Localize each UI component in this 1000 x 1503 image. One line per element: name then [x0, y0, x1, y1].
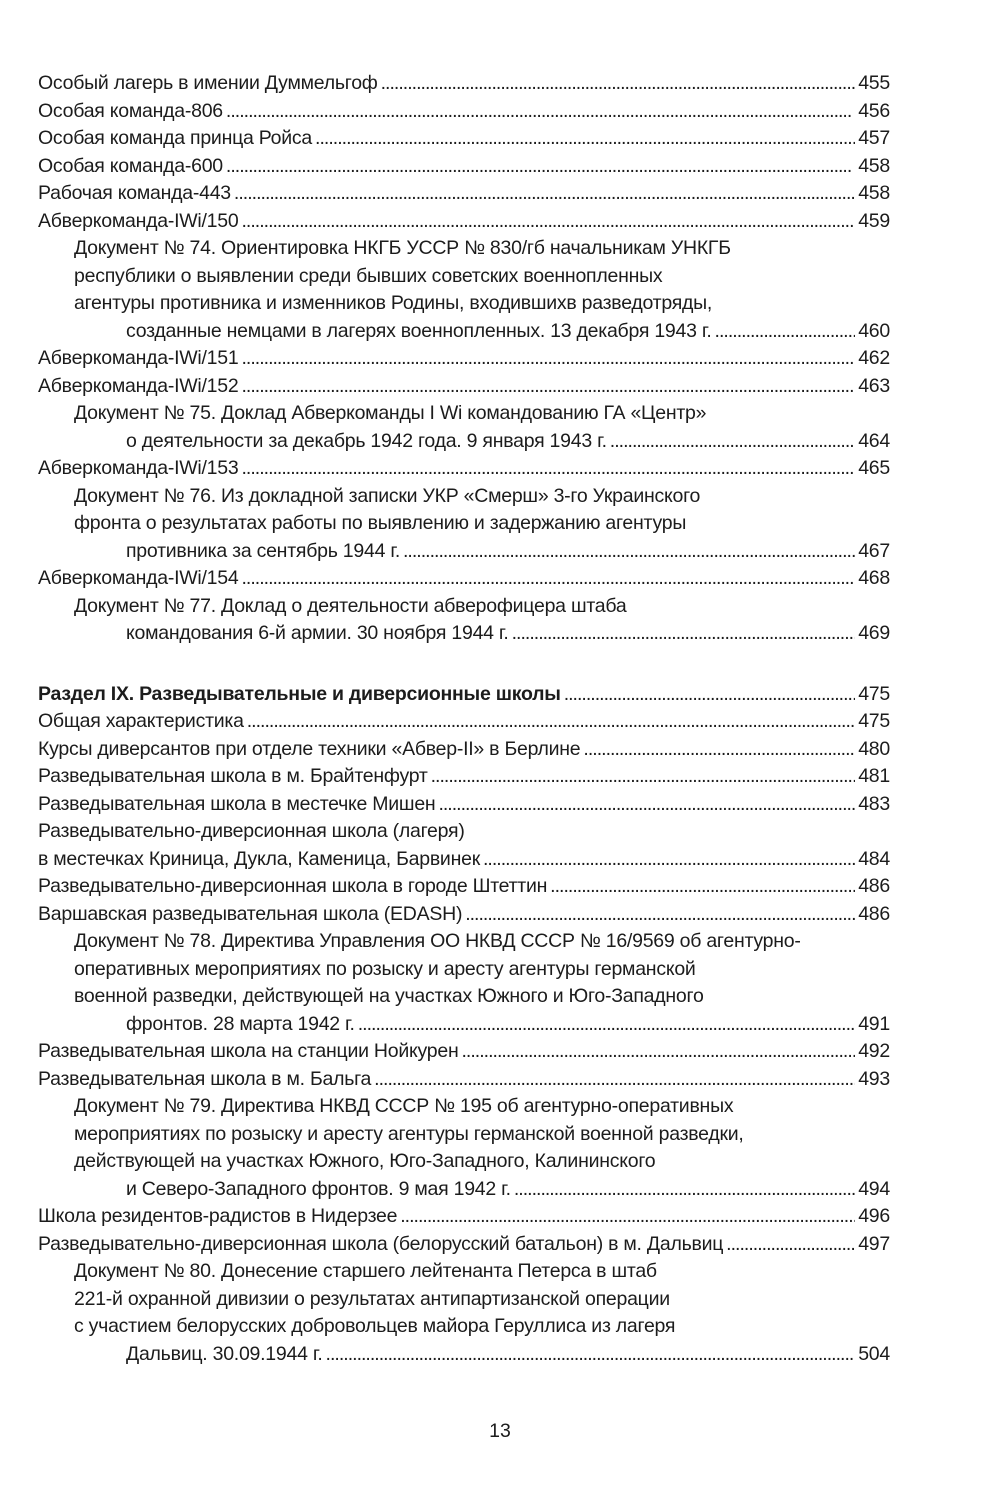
page-ref: 460: [858, 319, 890, 342]
toc-line-with-page: [38, 681, 890, 709]
toc-entry: [38, 565, 890, 593]
toc-entry: [38, 180, 890, 208]
dot-leader: [241, 208, 855, 236]
toc-entry: [38, 818, 890, 873]
entry-title-line: оперативных мероприятиях по розыску и аресту агентуры германской: [74, 957, 696, 980]
toc-line-with-page: [38, 791, 890, 819]
entry-title: Особая команда принца Ройса: [38, 127, 313, 149]
dot-leader: [550, 873, 855, 901]
entry-title: Разведывательно-диверсионная школа в городе Штеттин: [38, 875, 548, 897]
dot-leader: [315, 125, 855, 153]
entry-title: Разведывательная школа на станции Нойкурен: [38, 1040, 459, 1062]
page-ref: 496: [858, 1205, 890, 1227]
page-ref: 463: [858, 374, 890, 397]
dot-leader: [431, 763, 856, 791]
toc-line-with-page: [38, 153, 890, 181]
toc-entry: [38, 1038, 890, 1066]
page-ref: 464: [858, 429, 890, 452]
page-ref: 493: [858, 1067, 890, 1090]
toc-line-with-page: [38, 208, 890, 236]
dot-leader: [403, 538, 855, 566]
page-ref: 458: [858, 182, 890, 204]
entry-title: противника за сентябрь 1944 г.: [126, 539, 400, 562]
dot-leader: [465, 901, 855, 929]
dot-leader: [512, 620, 856, 648]
page-ref: 484: [858, 847, 890, 870]
entry-title: в местечках Криница, Дукла, Каменица, Барвинек: [38, 847, 480, 870]
entry-title: Абверкоманда-IWi/154: [38, 567, 239, 589]
toc-line-with-page: [38, 901, 890, 929]
page-number: 13: [489, 1420, 511, 1442]
page-ref: 458: [858, 154, 890, 177]
toc-line-with-page: [38, 708, 890, 736]
entry-title: о деятельности за декабрь 1942 года. 9 января 1943 г.: [126, 429, 607, 452]
dot-leader: [461, 1038, 855, 1066]
toc-line-with-page: [126, 428, 890, 456]
page-ref: 481: [858, 765, 890, 787]
table-of-contents: [38, 70, 890, 1368]
entry-title-line: 221-й охранной дивизии о результатах антипартизанской операции: [74, 1287, 670, 1310]
entry-title-line: действующей на участках Южного, Юго-Западного, Калининского: [74, 1150, 656, 1172]
entry-title: командования 6-й армии. 30 ноября 1944 г.: [126, 622, 509, 644]
toc-entry: [38, 125, 890, 153]
toc-line-with-page: [38, 455, 890, 483]
dot-leader: [241, 345, 855, 373]
toc-document-entry: [38, 235, 890, 345]
toc-part-2: [38, 681, 890, 1369]
entry-title-line: с участием белорусских добровольцев майора Геруллиса из лагеря: [74, 1315, 676, 1337]
page-ref: 459: [858, 209, 890, 232]
toc-entry: [38, 345, 890, 373]
toc-line-with-page: [38, 873, 890, 901]
dot-leader: [358, 1011, 856, 1039]
dot-leader: [247, 708, 856, 736]
toc-document-entry: [38, 400, 890, 455]
entry-title: Курсы диверсантов при отделе техники «Абвер-II» в Берлине: [38, 737, 581, 760]
entry-title: Разведывательная школа в м. Брайтенфурт: [38, 765, 428, 787]
toc-line-with-page: [126, 1011, 890, 1039]
entry-title-line: военной разведки, действующей на участках Южного и Юго-Западного: [74, 985, 704, 1007]
toc-entry: [38, 455, 890, 483]
page-ref: 494: [858, 1177, 890, 1200]
entry-title: Разведывательно-диверсионная школа (белорусский батальон) в м. Дальвиц: [38, 1232, 724, 1255]
dot-leader: [483, 846, 855, 874]
page-ref: 475: [858, 682, 890, 705]
entry-title-line: Документ № 77. Доклад о деятельности абверофицера штаба: [74, 594, 627, 617]
entry-title: Варшавская разведывательная школа (EDASH): [38, 902, 463, 925]
toc-line-with-page: [126, 538, 890, 566]
toc-line-with-page: [126, 1341, 890, 1369]
entry-title: Раздел IX. Разведывательные и диверсионные школы: [38, 682, 561, 705]
page-ref: 467: [858, 539, 890, 562]
entry-title: созданные немцами в лагерях военнопленных. 13 декабря 1943 г.: [126, 319, 712, 342]
toc-line-with-page: [38, 70, 890, 98]
entry-title: Особая команда-806: [38, 99, 223, 122]
page-ref: 492: [858, 1040, 890, 1062]
toc-line-with-page: [38, 1038, 890, 1066]
toc-entry: [38, 901, 890, 929]
page-ref: 468: [858, 567, 890, 589]
toc-entry: [38, 736, 890, 764]
toc-entry: [38, 1066, 890, 1094]
dot-leader: [374, 1066, 855, 1094]
toc-entry: [38, 1231, 890, 1259]
page-ref: 465: [858, 457, 890, 479]
entry-title-line: Документ № 76. Из докладной записки УКР «Смерш» 3-го Украинского: [74, 484, 701, 507]
toc-line-with-page: [38, 1231, 890, 1259]
toc-line-with-page: [38, 98, 890, 126]
entry-title-line: Разведывательно-диверсионная школа (лагеря): [38, 820, 465, 842]
entry-title: Школа резидентов-радистов в Нидерзее: [38, 1205, 398, 1227]
page-ref: 486: [858, 875, 890, 897]
toc-line-with-page: [38, 1066, 890, 1094]
toc-document-entry: [38, 1093, 890, 1203]
entry-title: Абверкоманда-IWi/152: [38, 374, 239, 397]
entry-title: Разведывательная школа в м. Бальга: [38, 1067, 372, 1090]
toc-entry: [38, 873, 890, 901]
toc-entry: [38, 708, 890, 736]
toc-part-1: [38, 70, 890, 648]
toc-line-with-page: [126, 620, 890, 648]
entry-title: Особый лагерь в имении Думмельгоф: [38, 72, 378, 94]
toc-entry: [38, 70, 890, 98]
entry-title-line: республики о выявлении среди бывших советских военнопленных: [74, 264, 663, 287]
entry-title-line: Документ № 74. Ориентировка НКГБ УССР № 830/гб начальникам УНКГБ: [74, 237, 731, 259]
toc-document-entry: [38, 928, 890, 1038]
dot-leader: [514, 1176, 855, 1204]
toc-line-with-page: [126, 1176, 890, 1204]
entry-title: Абверкоманда-IWi/151: [38, 347, 239, 369]
dot-leader: [400, 1203, 855, 1231]
dot-leader: [583, 736, 855, 764]
dot-leader: [726, 1231, 855, 1259]
dot-leader: [226, 98, 855, 126]
page-ref: 469: [858, 622, 890, 644]
entry-title-line: Документ № 79. Директива НКВД СССР № 195 об агентурно-оперативных: [74, 1095, 734, 1117]
page-ref: 455: [858, 72, 890, 94]
section-gap: [38, 648, 890, 681]
toc-entry: [38, 373, 890, 401]
dot-leader: [564, 681, 856, 709]
toc-entry: [38, 208, 890, 236]
toc-entry: [38, 98, 890, 126]
entry-title: Разведывательная школа в местечке Мишен: [38, 792, 436, 815]
toc-line-with-page: [38, 1203, 890, 1231]
toc-line-with-page: [38, 345, 890, 373]
toc-document-entry: [38, 593, 890, 648]
entry-title: и Северо-Западного фронтов. 9 мая 1942 г.: [126, 1177, 511, 1200]
entry-title-line: Документ № 80. Донесение старшего лейтенанта Петерса в штаб: [74, 1260, 657, 1282]
page-ref: 456: [858, 99, 890, 122]
toc-section-heading: [38, 681, 890, 709]
entry-title: Рабочая команда-443: [38, 182, 231, 204]
entry-title-line: агентуры противника и изменников Родины, входившихв разведотряды,: [74, 292, 713, 314]
dot-leader: [234, 180, 855, 208]
toc-line-with-page: [38, 180, 890, 208]
page-ref: 462: [858, 347, 890, 369]
page-ref: 483: [858, 792, 890, 815]
toc-document-entry: [38, 483, 890, 566]
page-ref: 457: [858, 127, 890, 149]
entry-title-line: Документ № 78. Директива Управления ОО НКВД СССР № 16/9569 об агентурно-: [74, 930, 801, 952]
entry-title: фронтов. 28 марта 1942 г.: [126, 1012, 355, 1035]
toc-line-with-page: [38, 736, 890, 764]
entry-title: Дальвиц. 30.09.1944 г.: [126, 1342, 323, 1365]
toc-entry: [38, 1203, 890, 1231]
entry-title: Общая характеристика: [38, 710, 244, 732]
entry-title: Абверкоманда-IWi/153: [38, 457, 239, 479]
page-ref: 504: [858, 1342, 890, 1365]
dot-leader: [241, 565, 855, 593]
entry-title: Абверкоманда-IWi/150: [38, 209, 239, 232]
toc-entry: [38, 791, 890, 819]
toc-line-with-page: [38, 763, 890, 791]
entry-title-line: фронта о результатах работы по выявлению и задержанию агентуры: [74, 512, 687, 534]
dot-leader: [610, 428, 855, 456]
page-ref: 497: [858, 1232, 890, 1255]
entry-title-line: мероприятиях по розыску и аресту агентуры германской военной разведки,: [74, 1122, 744, 1145]
dot-leader: [241, 373, 855, 401]
dot-leader: [381, 70, 856, 98]
toc-line-with-page: [38, 125, 890, 153]
entry-title: Особая команда-600: [38, 154, 223, 177]
toc-line-with-page: [38, 373, 890, 401]
toc-line-with-page: [38, 565, 890, 593]
dot-leader: [326, 1341, 856, 1369]
dot-leader: [226, 153, 855, 181]
dot-leader: [438, 791, 855, 819]
toc-line-with-page: [38, 846, 890, 874]
page-ref: 491: [858, 1012, 890, 1035]
toc-document-entry: [38, 1258, 890, 1368]
page-ref: 480: [858, 737, 890, 760]
page-ref: 486: [858, 902, 890, 925]
toc-entry: [38, 153, 890, 181]
toc-line-with-page: [126, 318, 890, 346]
entry-title-line: Документ № 75. Доклад Абверкоманды I Wi командованию ГА «Центр»: [74, 402, 707, 424]
page-ref: 475: [858, 710, 890, 732]
toc-entry: [38, 763, 890, 791]
dot-leader: [241, 455, 855, 483]
dot-leader: [715, 318, 856, 346]
